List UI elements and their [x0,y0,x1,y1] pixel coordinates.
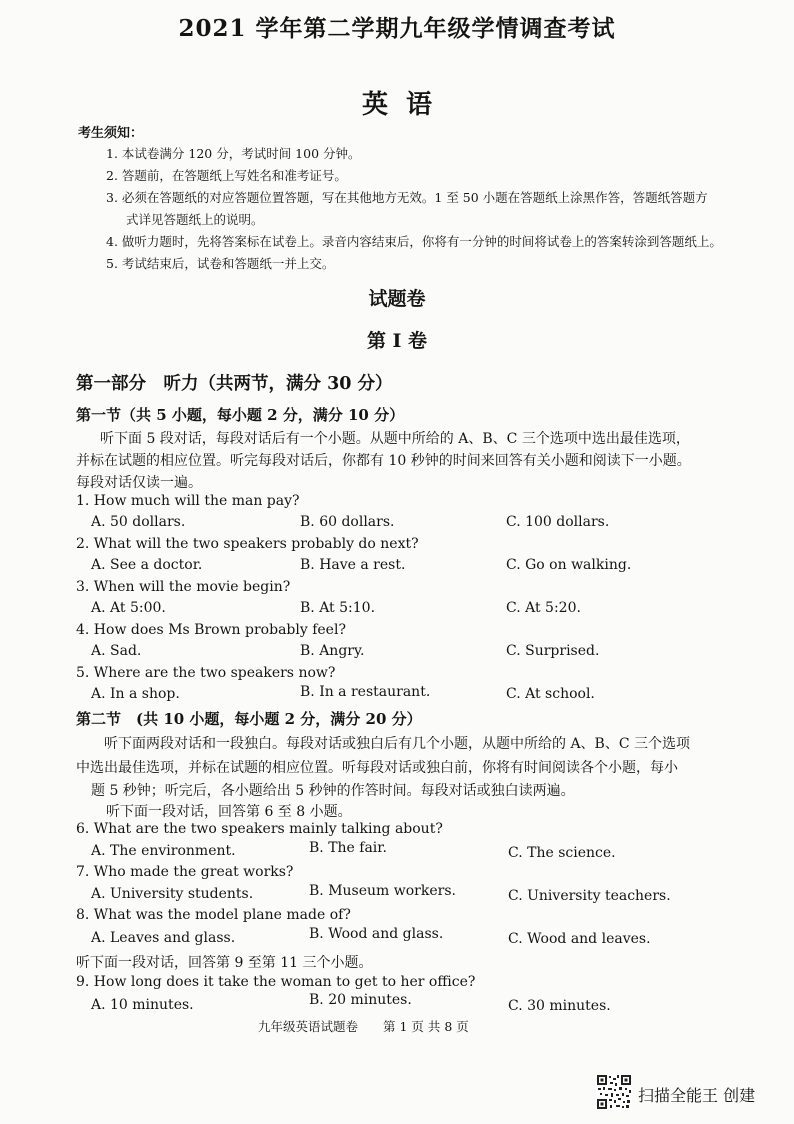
option-c: C. Wood and leaves. [508,931,651,947]
option-b: B. Museum workers. [309,883,456,899]
notice-item: 5. 考试结束后，试卷和答题纸一并上交。 [106,256,335,271]
sub-instruction: 听下面一段对话，回答第 6 至 8 小题。 [106,804,352,820]
section-title: 第二节 (共 10 小题，每小题 2 分，满分 20 分） [76,710,422,728]
instruction-line: 并标在试题的相应位置。听完每段对话后，你都有 10 秒钟的时间来回答有关小题和阅读下一小题。 [76,453,691,469]
option-a: A. The environment. [91,843,236,859]
option-a: A. University students. [91,886,254,902]
option-a: A. Sad. [91,643,142,659]
option-b: B. 60 dollars. [300,514,395,530]
question-stem: 3. When will the movie begin? [76,579,291,595]
exam-title: 2021 学年第二学期九年级学情调查考试 [178,15,616,42]
section-title: 第一节（共 5 小题，每小题 2 分，满分 10 分） [76,406,405,424]
paper-title: 试题卷 [368,288,426,310]
qr-code-icon [596,1074,632,1110]
option-a: A. 50 dollars. [91,514,186,530]
option-b: B. The fair. [309,840,387,856]
option-a: A. In a shop. [91,686,180,702]
question-stem: 4. How does Ms Brown probably feel? [76,622,346,638]
option-b: B. Wood and glass. [309,926,444,942]
instruction-line: 每段对话仅读一遍。 [76,475,202,491]
sub-instruction: 听下面一段对话，回答第 9 至第 11 三个小题。 [76,955,373,971]
option-b: B. Have a rest. [300,557,406,573]
option-b: B. At 5:10. [300,600,376,616]
option-a: A. 10 minutes. [91,997,194,1013]
option-a: A. Leaves and glass. [91,930,236,946]
option-c: C. At school. [506,686,595,702]
question-stem: 2. What will the two speakers probably do next? [76,536,419,552]
option-c: C. 100 dollars. [506,514,610,530]
instruction-line: 题 5 秒钟；听完后，各小题给出 5 秒钟的作答时间。每段对话或独白读两遍。 [91,783,575,799]
instruction-line: 听下面两段对话和一段独白。每段对话或独白后有几个小题，从题中所给的 A、B、C 三个选项 [104,736,691,752]
option-c: C. 30 minutes. [508,998,611,1014]
question-stem: 1. How much will the man pay? [76,493,300,509]
option-c: C. Go on walking. [506,557,632,573]
question-stem: 8. What was the model plane made of? [76,907,351,923]
page-footer: 九年级英语试题卷 第 1 页 共 8 页 [258,1019,469,1034]
option-a: A. At 5:00. [91,600,166,616]
question-stem: 9. How long does it take the woman to get to her office? [76,974,476,990]
option-b: B. 20 minutes. [309,992,412,1008]
option-b: B. Angry. [300,643,365,659]
notice-item: 3. 必须在答题纸的对应答题位置答题，写在其他地方无效。1 至 50 小题在答题纸上涂黑作答，答题纸答题方 [106,190,708,205]
question-stem: 7. Who made the great works? [76,864,294,880]
option-c: C. At 5:20. [506,600,581,616]
notice-item: 2. 答题前，在答题纸上写姓名和准考证号。 [106,168,347,183]
option-c: C. University teachers. [508,888,671,904]
option-a: A. See a doctor. [91,557,203,573]
part-title: 第一部分 听力（共两节，满分 30 分） [76,374,393,394]
question-stem: 5. Where are the two speakers now? [76,665,336,681]
subject-title: 英语 [361,90,450,120]
notice-item: 式详见答题纸上的说明。 [126,212,264,227]
notice-item: 1. 本试卷满分 120 分，考试时间 100 分钟。 [106,146,361,161]
instruction-line: 中选出最佳选项，并标在试题的相应位置。听每段对话或独白前，你将有时间阅读各个小题，每小 [76,760,678,776]
notice-item: 4. 做听力题时，先将答案标在试卷上。录音内容结束后，你将有一分钟的时间将试卷上的答案转涂到答题纸上。 [106,234,722,249]
notice-heading: 考生须知： [78,126,144,141]
option-b: B. In a restaurant. [300,684,431,700]
option-c: C. Surprised. [506,643,600,659]
instruction-line: 听下面 5 段对话，每段对话后有一个小题。从题中所给的 A、B、C 三个选项中选出最佳选项， [100,431,690,447]
volume-title: 第 I 卷 [366,330,428,352]
scanner-watermark-text: 扫描全能王 创建 [638,1086,756,1105]
question-stem: 6. What are the two speakers mainly talking about? [76,821,443,837]
option-c: C. The science. [508,845,616,861]
